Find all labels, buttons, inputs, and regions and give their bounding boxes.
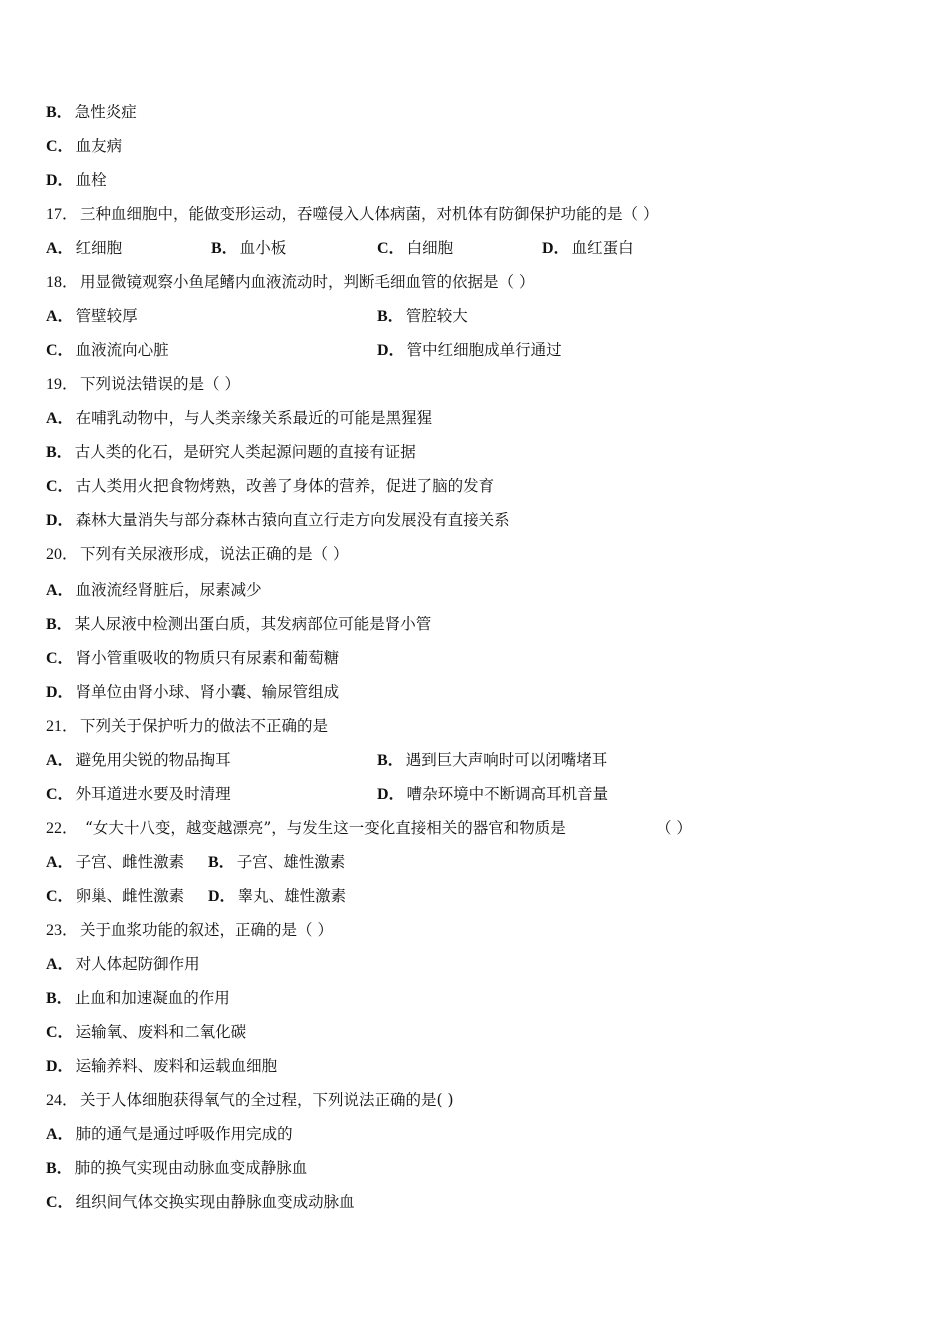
q19-option-d: D． 森林大量消失与部分森林古猿向直立行走方向发展没有直接关系: [46, 511, 510, 529]
q18-options-row-1: [46, 304, 906, 328]
q24-option-a: A． 肺的通气是通过呼吸作用完成的: [46, 1125, 293, 1143]
q20-option-d: D． 肾单位由肾小球、肾小囊、输尿管组成: [46, 683, 340, 701]
q19-option-c: C． 古人类用火把食物烤熟，改善了身体的营养，促进了脑的发育: [46, 477, 495, 495]
q21-options-row-2: [46, 782, 906, 806]
q19-stem: 19． 下列说法错误的是（ ）: [46, 375, 240, 393]
q22-options-row-1: [46, 850, 906, 874]
q22-option-a: A． 子宫、雌性激素: [46, 853, 185, 871]
q17-stem: 17． 三种血细胞中，能做变形运动，吞噬侵入人体病菌，对机体有防御保护功能的是（ ）: [46, 205, 659, 223]
q21-option-a: A． 避免用尖锐的物品掏耳: [46, 751, 231, 769]
q18-stem: 18． 用显微镜观察小鱼尾鳍内血液流动时，判断毛细血管的依据是（ ）: [46, 273, 535, 291]
q21-option-c: C． 外耳道进水要及时清理: [46, 785, 231, 803]
q23-option-c: C． 运输氧、废料和二氧化碳: [46, 1023, 247, 1041]
q23-option-d: D． 运输养料、废料和运载血细胞: [46, 1057, 278, 1075]
q20-option-c: C． 肾小管重吸收的物质只有尿素和葡萄糖: [46, 649, 340, 667]
q21-options-row-1: [46, 748, 906, 772]
q22-option-c: C． 卵巢、雌性激素: [46, 887, 185, 905]
q19-option-a: A． 在哺乳动物中，与人类亲缘关系最近的可能是黑猩猩: [46, 409, 433, 427]
q22-answer-paren: （ ）: [656, 819, 692, 837]
q18-option-d: D． 管中红细胞成单行通过: [377, 341, 562, 359]
q22-option-d: D． 睾丸、雄性激素: [208, 887, 347, 905]
q17-option-a: A． 红细胞: [46, 239, 123, 257]
q24-option-b: B． 肺的换气实现由动脉血变成静脉血: [46, 1159, 308, 1177]
q16-option-c: C． 血友病: [46, 137, 123, 155]
q18-option-c: C． 血液流向心脏: [46, 341, 169, 359]
q16-option-b: B． 急性炎症: [46, 103, 137, 121]
q21-option-d: D． 嘈杂环境中不断调高耳机音量: [377, 785, 609, 803]
q23-stem: 23． 关于血浆功能的叙述，正确的是（ ）: [46, 921, 333, 939]
q17-option-b: B． 血小板: [211, 239, 287, 257]
q18-options-row-2: [46, 338, 906, 362]
q20-option-a: A． 血液流经肾脏后，尿素减少: [46, 581, 262, 599]
q24-option-c: C． 组织间气体交换实现由静脉血变成动脉血: [46, 1193, 355, 1211]
q18-option-b: B． 管腔较大: [377, 307, 468, 325]
q20-stem: 20． 下列有关尿液形成，说法正确的是（ ）: [46, 545, 349, 563]
q17-options-row: [46, 236, 906, 260]
q18-option-a: A． 管壁较厚: [46, 307, 138, 325]
q23-option-a: A． 对人体起防御作用: [46, 955, 200, 973]
q24-stem: 24． 关于人体细胞获得氧气的全过程，下列说法正确的是( ): [46, 1091, 454, 1109]
q20-option-b: B． 某人尿液中检测出蛋白质，其发病部位可能是肾小管: [46, 615, 432, 633]
q19-option-b: B． 古人类的化石，是研究人类起源问题的直接有证据: [46, 443, 416, 461]
q21-option-b: B． 遇到巨大声响时可以闭嘴堵耳: [377, 751, 608, 769]
q16-option-d: D． 血栓: [46, 171, 107, 189]
q22-options-row-2: [46, 884, 906, 908]
q17-option-c: C． 白细胞: [377, 239, 454, 257]
q22-option-b: B． 子宫、雄性激素: [208, 853, 346, 871]
q23-option-b: B． 止血和加速凝血的作用: [46, 989, 230, 1007]
q17-option-d: D． 血红蛋白: [542, 239, 634, 257]
q22-stem: 22． “女大十八变，越变越漂亮”，与发生这一变化直接相关的器官和物质是 （ ）: [46, 816, 906, 840]
q21-stem: 21． 下列关于保护听力的做法不正确的是: [46, 717, 329, 735]
